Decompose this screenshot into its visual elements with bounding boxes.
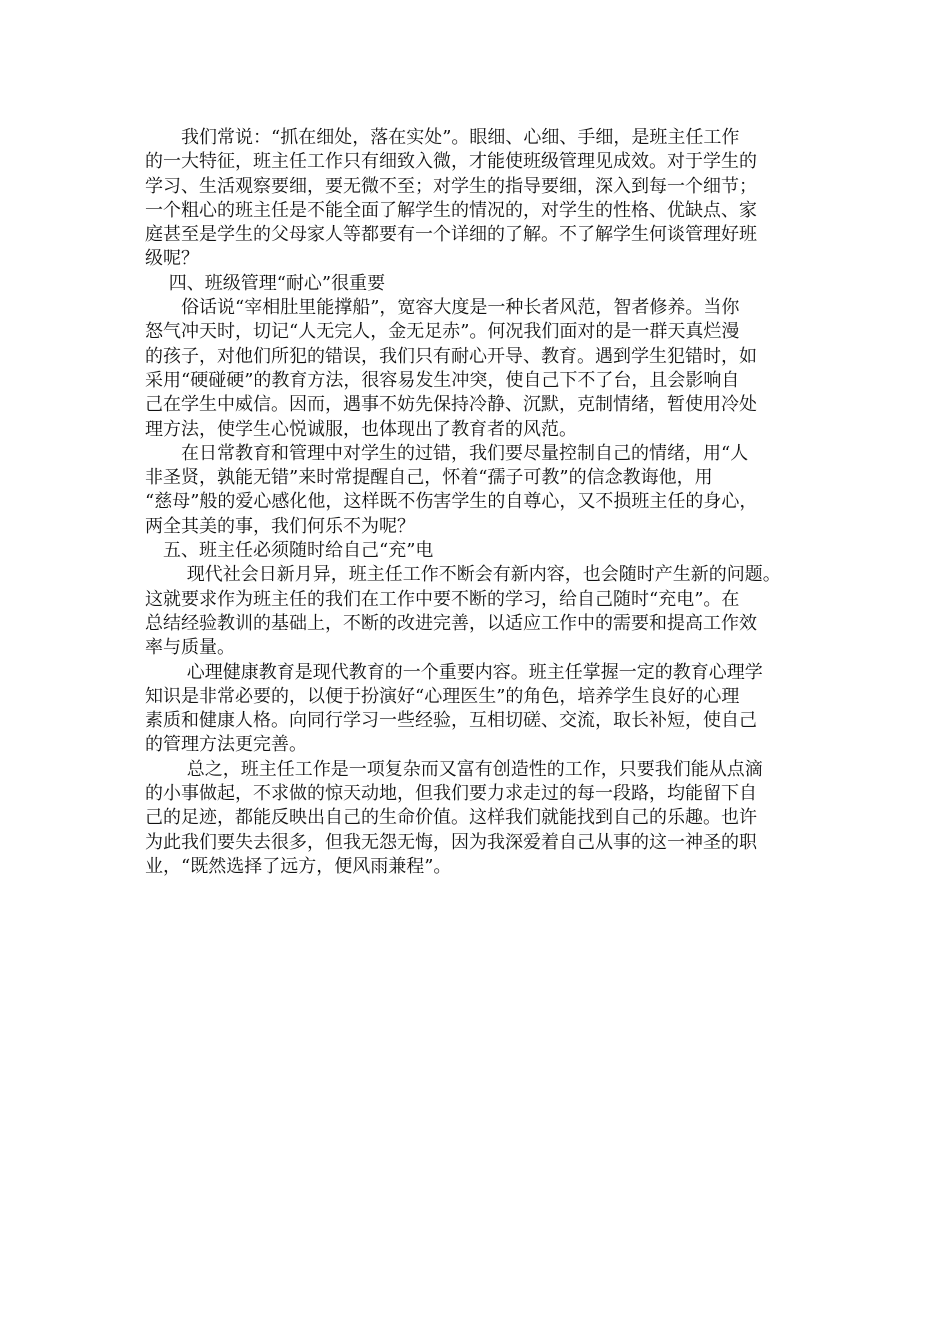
text-line: 怒气冲天时，切记“人无完人，金无足赤”。何况我们面对的是一群天真烂漫 xyxy=(145,321,740,343)
text-line: 为此我们要失去很多，但我无怨无悔，因为我深爱着自己从事的这一神圣的职 xyxy=(145,831,757,853)
text-line: 的小事做起，不求做的惊天动地，但我们要力求走过的每一段路，均能留下自 xyxy=(145,783,757,805)
text-line: 的管理方法更完善。 xyxy=(145,734,307,756)
text-line: 这就要求作为班主任的我们在工作中要不断的学习，给自己随时“充电”。在 xyxy=(145,588,740,610)
text-line: 我们常说：“抓在细处，落在实处”。眼细、心细、手细，是班主任工作 xyxy=(145,127,740,148)
text-line: 业，“既然选择了远方，便风雨兼程”。 xyxy=(145,855,452,877)
text-line: 俗话说“宰相肚里能撑船”，宽容大度是一种长者风范，智者修养。当你 xyxy=(145,297,740,319)
text-line: 己的足迹，都能反映出自己的生命价值。这样我们就能找到自己的乐趣。也许 xyxy=(145,807,757,829)
text-line: 总之，班主任工作是一项复杂而又富有创造性的工作，只要我们能从点滴 xyxy=(145,758,763,780)
text-line: 学习、生活观察要细，要无微不至；对学生的指导要细，深入到每一个细节； xyxy=(145,175,757,197)
text-line: 心理健康教育是现代教育的一个重要内容。班主任掌握一定的教育心理学 xyxy=(145,661,763,683)
text-line: 知识是非常必要的，以便于扮演好“心理医生”的角色，培养学生良好的心理 xyxy=(145,685,740,707)
section-heading: 五、班主任必须随时给自己“充”电 xyxy=(145,540,434,562)
text-line: 非圣贤，孰能无错”来时常提醒自己，怀着“孺子可教”的信念教诲他，用 xyxy=(145,467,713,489)
document-body xyxy=(145,126,825,879)
text-line: 率与质量。 xyxy=(145,637,235,659)
text-line: 庭甚至是学生的父母家人等都要有一个详细的了解。不了解学生何谈管理好班 xyxy=(145,224,757,246)
text-line: 素质和健康人格。向同行学习一些经验，互相切磋、交流，取长补短，使自己 xyxy=(145,710,757,732)
text-line: 一个粗心的班主任是不能全面了解学生的情况的，对学生的性格、优缺点、家 xyxy=(145,199,757,221)
text-line: 的一大特征，班主任工作只有细致入微，才能使班级管理见成效。对于学生的 xyxy=(145,151,757,173)
text-line: 的孩子，对他们所犯的错误，我们只有耐心开导、教育。遇到学生犯错时，如 xyxy=(145,345,757,367)
text-line: 两全其美的事，我们何乐不为呢？ xyxy=(145,515,415,537)
text-line: 理方法，使学生心悦诚服，也体现出了教育者的风范。 xyxy=(145,418,577,440)
section-heading: 四、班级管理“耐心”很重要 xyxy=(145,272,386,294)
text-line: 级呢？ xyxy=(145,248,199,270)
text-line: 己在学生中威信。因而，遇事不妨先保持冷静、沉默，克制情绪，暂使用冷处 xyxy=(145,394,757,416)
text-line: 采用“硬碰硬”的教育方法，很容易发生冲突，使自己下不了台，且会影响自 xyxy=(145,369,740,391)
text-line: 现代社会日新月异，班主任工作不断会有新内容，也会随时产生新的问题。 xyxy=(145,564,781,586)
text-line: 总结经验教训的基础上，不断的改进完善，以适应工作中的需要和提高工作效 xyxy=(145,612,757,634)
text-line: “慈母”般的爱心感化他，这样既不伤害学生的自尊心，又不损班主任的身心， xyxy=(145,491,758,513)
text-line: 在日常教育和管理中对学生的过错，我们要尽量控制自己的情绪，用“人 xyxy=(145,442,749,464)
